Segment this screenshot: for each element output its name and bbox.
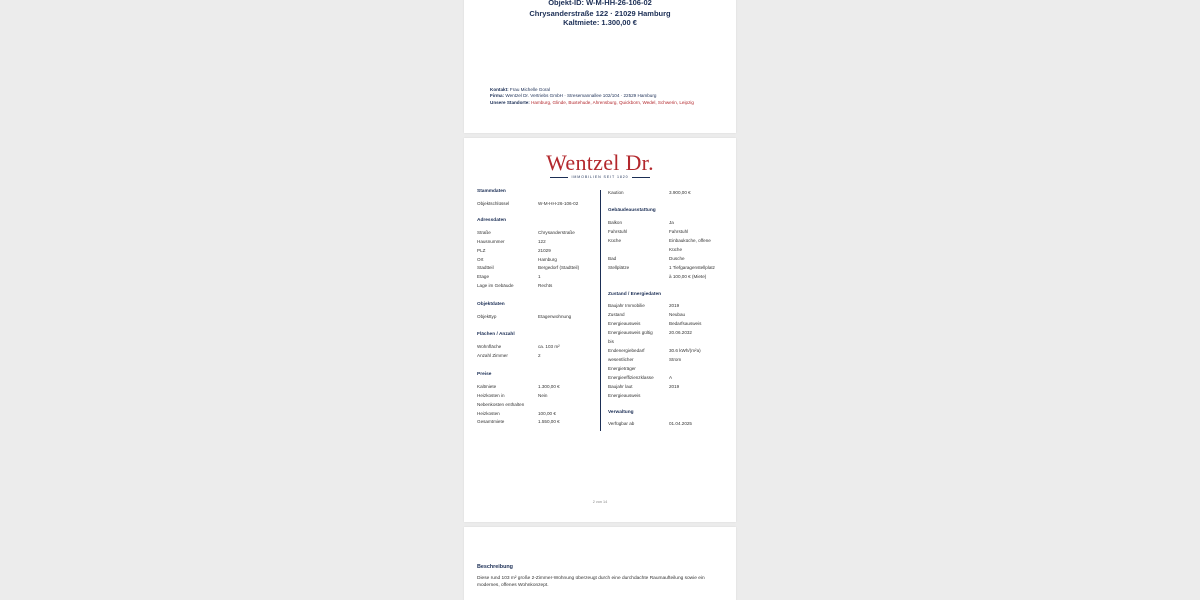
object-id-heading: Objekt-ID: W-M-HH-26-106-02	[548, 0, 652, 7]
logo-tagline: IMMOBILIEN SEIT 1820	[571, 175, 629, 179]
data-row: Zustand Neubau	[608, 312, 686, 317]
data-row: Heizkosten in Nein	[477, 393, 548, 398]
data-row: Verfügbar ab 01.04.2025	[608, 421, 692, 426]
data-row: wesentlicher Strom	[608, 357, 682, 362]
logo-wordmark: Wentzel Dr.	[546, 150, 654, 175]
document-page-1	[464, 0, 736, 133]
section-title-ausstattung: Gebäudeausstattung	[608, 208, 656, 213]
section-title-adressdaten: Adressdaten	[477, 218, 507, 223]
data-row: Stadtteil Bergedorf (Stadtteil)	[477, 265, 580, 270]
data-row: Objektschlüssel W-M-HH-26-106-02	[477, 201, 579, 206]
data-row: Ort Hamburg	[477, 257, 557, 262]
data-row: Nebenkosten enthalten	[477, 402, 525, 407]
data-row: Hausnummer 122	[477, 239, 546, 244]
data-row: Objekttyp Etagenwohnung	[477, 314, 572, 319]
data-row: Kaltmiete 1.300,00 €	[477, 384, 560, 389]
rent-heading: Kaltmiete: 1.300,00 €	[563, 18, 637, 27]
section-title-zustand: Zustand / Energiedaten	[608, 292, 662, 297]
contact-line: Kontakt: Frau Michelle Goral	[490, 87, 551, 92]
data-row: Baujahr laut 2019	[608, 384, 680, 389]
logo-rule-left	[550, 177, 568, 178]
description-text: Diese rund 103 m² große 2-Zimmer-Wohnung überzeugt durch eine durchdachte Raumaufteilung sowie ein modernes, offenes Wohnkonzept.	[477, 576, 705, 589]
locations-line: Unsere Standorte: Hamburg, Glinde, Buxtehude, Ahrensburg, Quickborn, Wedel, Schwerin, Leipzig	[490, 99, 694, 105]
data-row: Energieeffizienzklasse A	[608, 375, 673, 380]
data-row: Energieausweis gültig 20.06.2032	[608, 330, 692, 335]
data-row: Lage im Gebäude Rechts	[477, 283, 553, 288]
data-row: Heizkosten 100,00 €	[477, 411, 556, 416]
data-row: Küche	[669, 247, 683, 252]
data-row: Fahrstuhl Fahrstuhl	[608, 229, 689, 234]
section-title-stammdaten: Stammdaten	[477, 189, 506, 194]
data-row: Anzahl Zimmer 2	[477, 353, 541, 358]
locations-list[interactable]: Hamburg, Glinde, Buxtehude, Ahrensburg, Quickborn, Wedel, Schwerin, Leipzig	[531, 99, 694, 105]
section-title-verwaltung: Verwaltung	[608, 410, 634, 415]
data-row: Endenergiebedarf 30.6 kWh/(m²a)	[608, 348, 701, 353]
contact-block	[490, 87, 694, 106]
data-row: Straße Chrysanderstraße	[477, 230, 575, 235]
data-row: Energieträger	[608, 366, 636, 371]
section-title-flaechen: Flächen / Anzahl	[477, 332, 515, 337]
section-title-objektdaten: Objektdaten	[477, 302, 505, 307]
data-row: Kaution 3.900,00 €	[608, 190, 691, 195]
data-row: Baujahr Immobilie 2019	[608, 303, 680, 308]
data-row: Balkon Ja	[608, 220, 674, 225]
contact-person: Frau Michelle Goral	[509, 87, 551, 92]
data-row: bis	[608, 339, 614, 344]
address-heading: Chrysanderstraße 122 · 21029 Hamburg	[529, 9, 671, 18]
data-row: Bad Dusche	[608, 256, 685, 261]
data-row: Etage 1	[477, 274, 541, 279]
data-row: à 100,00 € (Miete)	[669, 274, 707, 279]
data-row: Gesamtmiete 1.550,00 €	[477, 419, 560, 424]
company-line: Firma: Wentzel Dr. Vertriebs GmbH · Stresemannallee 102/104 · 22529 Hamburg	[490, 93, 657, 99]
data-row: Wohnfläche ca. 103 m²	[477, 344, 560, 349]
data-row: Energieausweis Bedarfsausweis	[608, 321, 702, 326]
data-row: Energieausweis	[608, 393, 641, 398]
data-row: PLZ 21029	[477, 248, 551, 253]
description-title: Beschreibung	[477, 564, 513, 570]
section-title-preise: Preise	[477, 372, 492, 377]
column-divider	[600, 190, 601, 431]
document-page-2	[464, 138, 736, 522]
document-page-3	[464, 527, 736, 600]
logo-rule-right	[632, 177, 650, 178]
data-row: Stellplätze 1 Tiefgaragenstellplatz	[608, 265, 715, 270]
page-number: 2 von 14	[592, 500, 608, 504]
data-row: Küche Einbauküche, offene	[608, 238, 711, 243]
company-logo	[464, 152, 736, 179]
company-address: Wentzel Dr. Vertriebs GmbH · Stresemannallee 102/104 · 22529 Hamburg	[505, 93, 657, 99]
